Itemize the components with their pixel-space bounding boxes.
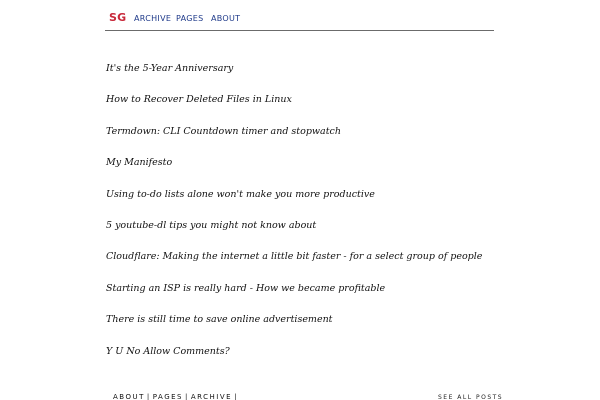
list-item bbox=[106, 87, 482, 118]
post-link-isp[interactable]: Starting an ISP is really hard - How we became profitable bbox=[106, 282, 386, 294]
post-link-termdown[interactable]: Termdown: CLI Countdown timer and stopwatch bbox=[106, 125, 341, 137]
list-item bbox=[106, 276, 482, 307]
post-link-todo-lists[interactable]: Using to-do lists alone won't make you more productive bbox=[106, 188, 375, 200]
footer-link-archive[interactable]: ARCHIVE bbox=[190, 393, 233, 400]
nav-archive[interactable]: ARCHIVE bbox=[134, 14, 172, 23]
list-item bbox=[106, 56, 482, 87]
post-link-anniversary[interactable]: It's the 5-Year Anniversary bbox=[106, 63, 234, 74]
post-link-comments[interactable]: Y U No Allow Comments? bbox=[106, 345, 230, 357]
footer-link-pages[interactable]: PAGES bbox=[152, 393, 183, 400]
site-logo[interactable]: SG bbox=[109, 11, 127, 24]
nav-about[interactable]: ABOUT bbox=[211, 14, 241, 23]
footer-separator: | bbox=[146, 393, 151, 400]
list-item bbox=[106, 244, 482, 275]
list-item bbox=[106, 213, 482, 244]
site-header bbox=[105, 0, 494, 31]
nav-pages[interactable]: PAGES bbox=[176, 14, 204, 23]
footer-link-about[interactable]: ABOUT bbox=[113, 393, 145, 400]
post-list bbox=[106, 56, 482, 370]
post-link-cloudflare[interactable]: Cloudflare: Making the internet a little bit faster - for a select group of people bbox=[106, 251, 483, 263]
post-link-online-advertisement[interactable]: There is still time to save online advertisement bbox=[106, 314, 333, 326]
post-link-manifesto[interactable]: My Manifesto bbox=[106, 157, 173, 169]
footer-separator: | bbox=[184, 393, 189, 400]
list-item bbox=[106, 307, 482, 338]
list-item bbox=[106, 150, 482, 181]
site-footer bbox=[113, 393, 240, 400]
post-link-youtube-dl[interactable]: 5 youtube-dl tips you might not know about bbox=[106, 219, 317, 231]
list-item bbox=[106, 182, 482, 213]
list-item bbox=[106, 339, 482, 370]
post-link-recover-files[interactable]: How to Recover Deleted Files in Linux bbox=[106, 94, 292, 106]
footer-separator: | bbox=[234, 393, 238, 400]
list-item bbox=[106, 119, 482, 150]
see-all-posts-link[interactable]: SEE ALL POSTS bbox=[438, 394, 504, 400]
